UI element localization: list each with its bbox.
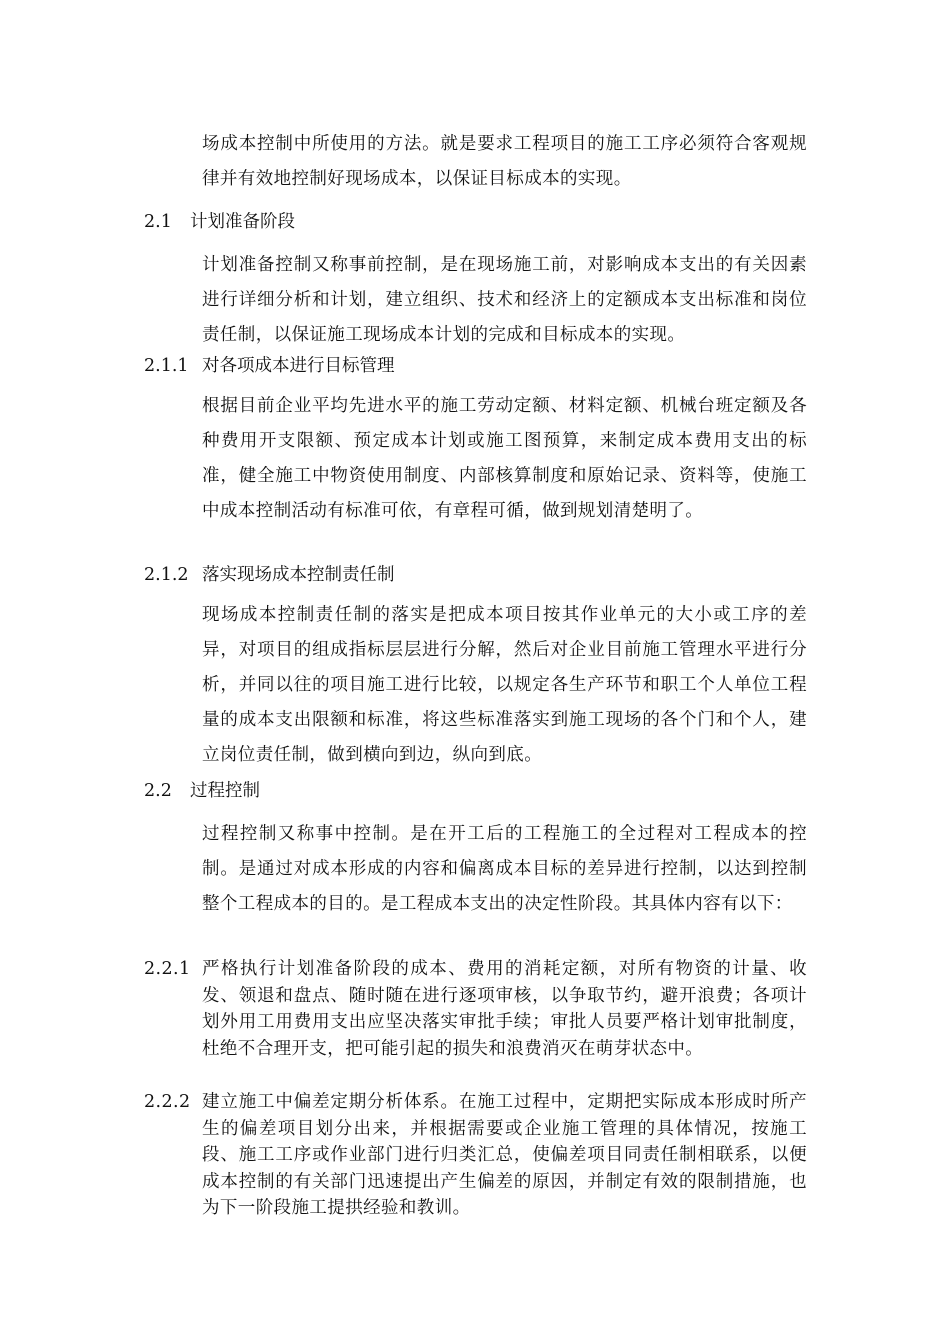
list-item-2-2-1 [144,956,807,1062]
paragraph-2-2: 过程控制又称事中控制。是在开工后的工程施工的全过程对工程成本的控制。是通过对成本形成的内容和偏离成本目标的差异进行控制，以达到控制整个工程成本的目的。是工程成本支出的决定性阶段。其具体内容有以下： [202,824,807,914]
section-title: 对各项成本进行目标管理 [202,356,395,376]
item-text: 严格执行计划准备阶段的成本、费用的消耗定额，对所有物资的计量、收发、领退和盘点、随时随在进行逐项审核，以争取节约，避开浪费；各项计划外用工用费用支出应坚决落实审批手续；审批人员要严格计划审批制度，杜绝不合理开支，把可能引起的损失和浪费消灭在萌芽状态中。 [202,959,807,1059]
paragraph-2-1: 计划准备控制又称事前控制，是在现场施工前，对影响成本支出的有关因素进行详细分析和计划，建立组织、技术和经济上的定额成本支出标准和岗位责任制，以保证施工现场成本计划的完成和目标成本的实现。 [202,255,807,345]
paragraph-2-1-1: 根据目前企业平均先进水平的施工劳动定额、材料定额、机械台班定额及各种费用开支限额、预定成本计划或施工图预算，来制定成本费用支出的标准，健全施工中物资使用制度、内部核算制度和原始记录、资料等，使施工中成本控制活动有标准可依，有章程可循，做到规划清楚明了。 [202,396,807,521]
section-heading-2-1-1 [144,354,804,378]
section-number: 2.1.1 [144,356,189,376]
intro-paragraph: 场成本控制中所使用的方法。就是要求工程项目的施工工序必须符合客观规律并有效地控制好现场成本，以保证目标成本的实现。 [202,134,807,189]
section-number: 2.1.2 [144,565,189,585]
item-number: 2.2.2 [144,1092,191,1112]
paragraph-2-1-2: 现场成本控制责任制的落实是把成本项目按其作业单元的大小或工序的差异，对项目的组成指标层层进行分解，然后对企业目前施工管理水平进行分析，并同以往的项目施工进行比较，以规定各生产环节和职工个人单位工程量的成本支出限额和标准，将这些标准落实到施工现场的各个门和个人，建立岗位责任制，做到横向到边，纵向到底。 [202,605,807,765]
list-item-2-2-2 [144,1089,807,1222]
section-number: 2.2 [144,781,172,801]
item-text: 建立施工中偏差定期分析体系。在施工过程中，定期把实际成本形成时所产生的偏差项目划分出来，并根据需要或企业施工管理的具体情况，按施工段、施工工序或作业部门进行归类汇总，使偏差项目同责任制相联系，以便成本控制的有关部门迅速提出产生偏差的原因，并制定有效的限制措施，也为下一阶段施工提拱经验和教训。 [202,1092,807,1218]
section-title: 计划准备阶段 [190,212,295,232]
section-title: 过程控制 [190,781,260,801]
section-number: 2.1 [144,212,172,232]
section-heading-2-2 [144,779,804,803]
item-number: 2.2.1 [144,959,191,979]
section-heading-2-1-2 [144,563,804,587]
section-title: 落实现场成本控制责任制 [202,565,395,585]
section-heading-2-1 [144,210,804,234]
